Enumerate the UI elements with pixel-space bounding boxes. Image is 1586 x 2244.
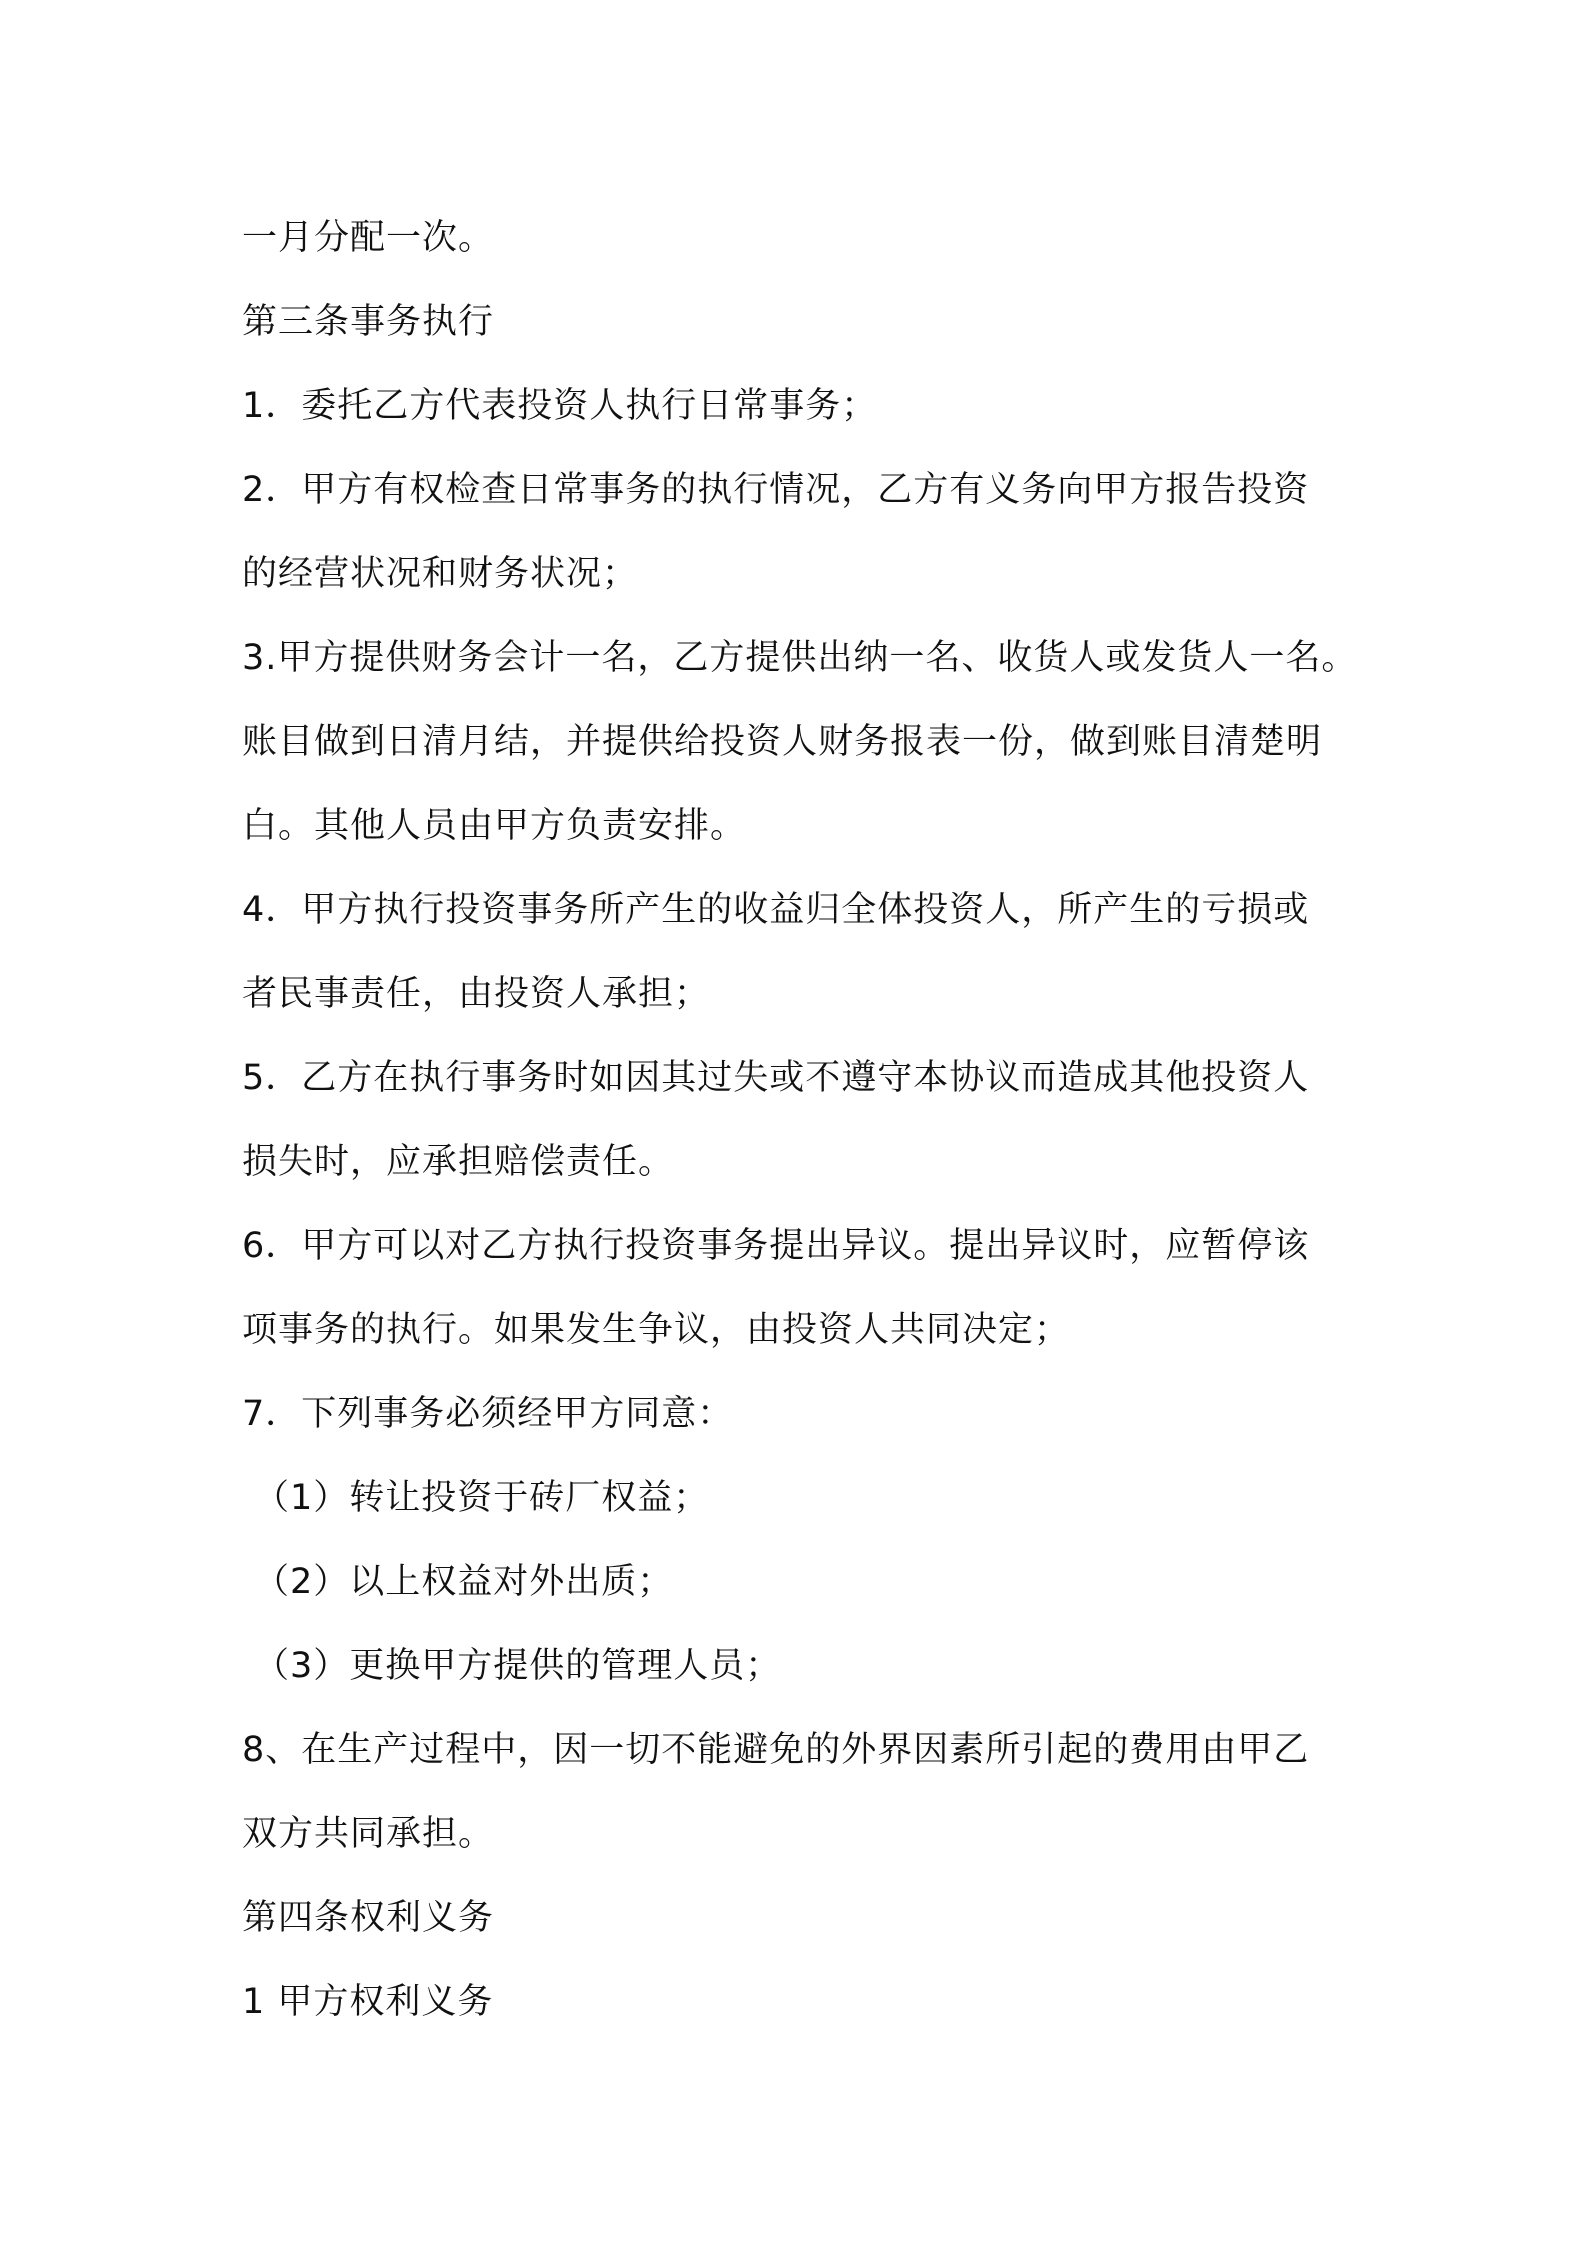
text-line: 一月分配一次。 (242, 218, 495, 258)
text-line: 双方共同承担。 (242, 1814, 495, 1854)
text-line: 账目做到日清月结，并提供给投资人财务报表一份，做到账目清楚明 (242, 722, 1323, 762)
text-line: 项事务的执行。如果发生争议，由投资人共同决定； (242, 1310, 1071, 1350)
text-line: 5．乙方在执行事务时如因其过失或不遵守本协议而造成其他投资人 (242, 1058, 1310, 1098)
text-line: 4．甲方执行投资事务所产生的收益归全体投资人，所产生的亏损或 (242, 890, 1310, 930)
subsection-heading: 1 甲方权利义务 (242, 1982, 494, 2022)
sub-item: （2）以上权益对外出质； (254, 1562, 674, 1602)
sub-item: （1）转让投资于砖厂权益； (254, 1478, 710, 1518)
section-heading: 第三条事务执行 (242, 302, 495, 342)
section-heading: 第四条权利义务 (242, 1898, 495, 1938)
text-line: 的经营状况和财务状况； (242, 554, 639, 594)
text-line: 6．甲方可以对乙方执行投资事务提出异议。提出异议时，应暂停该 (242, 1226, 1310, 1266)
text-line: 2．甲方有权检查日常事务的执行情况，乙方有义务向甲方报告投资 (242, 470, 1310, 510)
sub-item: （3）更换甲方提供的管理人员； (254, 1646, 782, 1686)
text-line: 者民事责任，由投资人承担； (242, 974, 711, 1014)
text-line: 8、在生产过程中，因一切不能避免的外界因素所引起的费用由甲乙 (242, 1730, 1310, 1770)
text-line: 3.甲方提供财务会计一名，乙方提供出纳一名、收货人或发货人一名。 (242, 638, 1358, 678)
text-line: 1．委托乙方代表投资人执行日常事务； (242, 386, 878, 426)
text-line: 7．下列事务必须经甲方同意： (242, 1394, 734, 1434)
text-line: 损失时，应承担赔偿责任。 (242, 1142, 675, 1182)
text-line: 白。其他人员由甲方负责安排。 (242, 806, 747, 846)
document-body (242, 196, 1362, 2044)
